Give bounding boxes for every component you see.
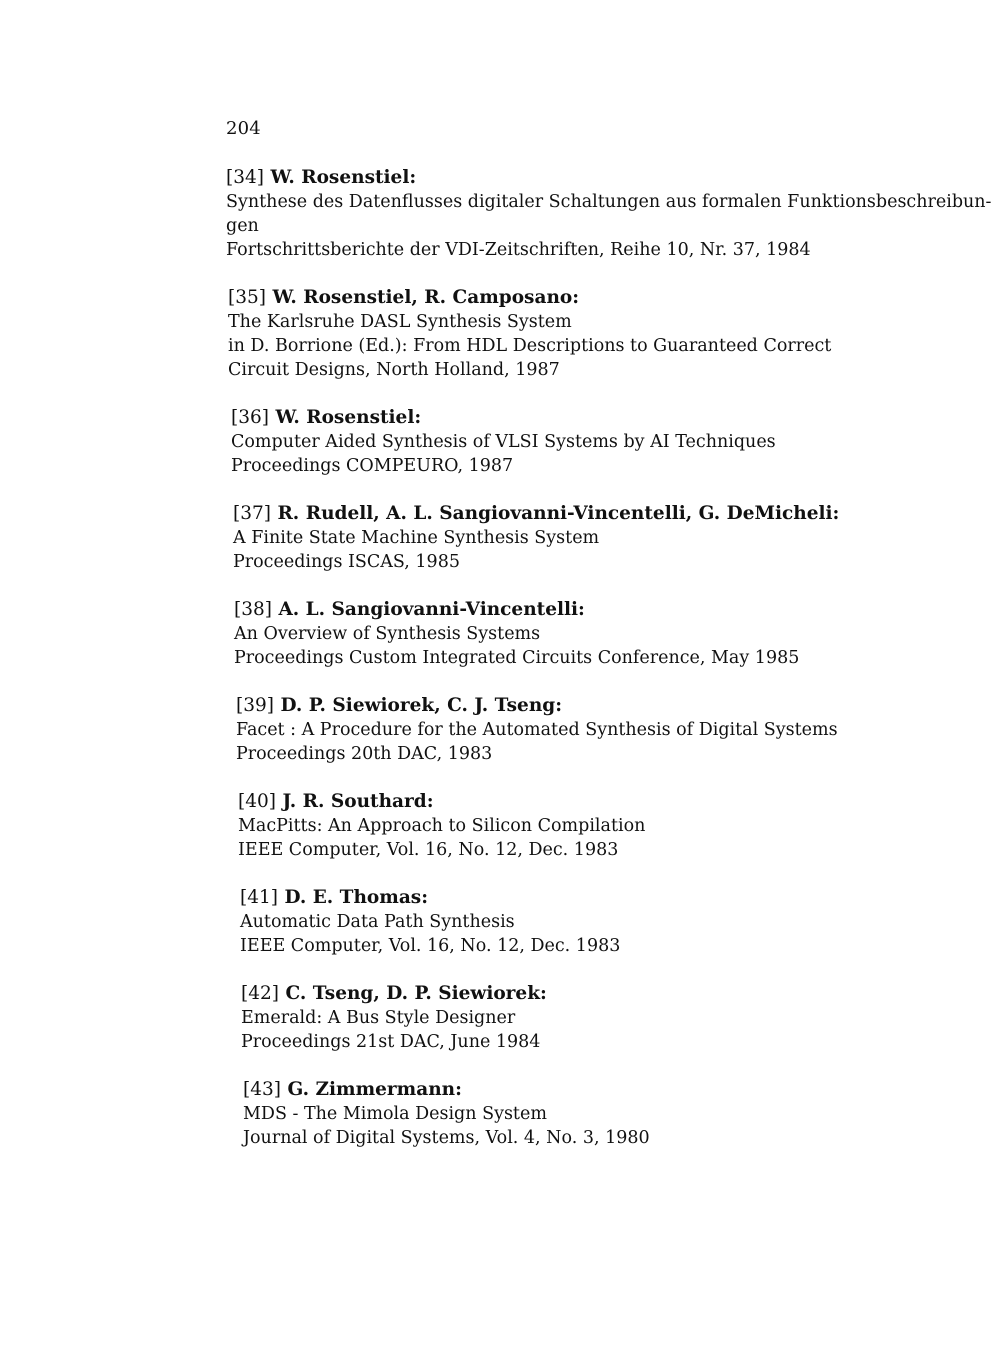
reference-line: IEEE Computer, Vol. 16, No. 12, Dec. 1983 bbox=[240, 936, 621, 956]
reference-line: An Overview of Synthesis Systems bbox=[234, 624, 541, 644]
reference-authors: R. Rudell, A. L. Sangiovanni-Vincentelli, G. DeMicheli: bbox=[277, 503, 840, 524]
reference-item bbox=[236, 694, 966, 766]
reference-number: [39] bbox=[236, 695, 274, 716]
reference-heading bbox=[243, 1078, 966, 1102]
reference-authors: W. Rosenstiel: bbox=[270, 167, 417, 188]
reference-line: Synthese des Datenflusses digitaler Schaltungen aus formalen Funktionsbeschreibun- bbox=[226, 192, 992, 212]
reference-line: Proceedings COMPEURO, 1987 bbox=[231, 456, 514, 476]
reference-line: Proceedings 21st DAC, June 1984 bbox=[241, 1032, 541, 1052]
reference-line: IEEE Computer, Vol. 16, No. 12, Dec. 1983 bbox=[238, 840, 619, 860]
reference-line: Facet : A Procedure for the Automated Synthesis of Digital Systems bbox=[236, 720, 838, 740]
reference-line: MDS - The Mimola Design System bbox=[243, 1104, 547, 1124]
reference-item bbox=[231, 406, 966, 478]
reference-line: Proceedings Custom Integrated Circuits Conference, May 1985 bbox=[234, 648, 800, 668]
reference-line: The Karlsruhe DASL Synthesis System bbox=[228, 312, 572, 332]
reference-heading bbox=[238, 790, 966, 814]
reference-number: [37] bbox=[233, 503, 271, 524]
reference-authors: G. Zimmermann: bbox=[287, 1079, 462, 1100]
reference-authors: D. E. Thomas: bbox=[284, 887, 429, 908]
reference-line: in D. Borrione (Ed.): From HDL Descriptions to Guaranteed Correct bbox=[228, 336, 832, 356]
reference-item bbox=[234, 598, 966, 670]
reference-authors: D. P. Siewiorek, C. J. Tseng: bbox=[280, 695, 563, 716]
reference-number: [35] bbox=[228, 287, 266, 308]
reference-line: Proceedings ISCAS, 1985 bbox=[233, 552, 460, 572]
reference-number: [42] bbox=[241, 983, 279, 1004]
reference-line: MacPitts: An Approach to Silicon Compilation bbox=[238, 816, 646, 836]
reference-authors: J. R. Southard: bbox=[282, 791, 434, 812]
reference-number: [34] bbox=[226, 167, 264, 188]
reference-item bbox=[241, 982, 966, 1054]
reference-line: Circuit Designs, North Holland, 1987 bbox=[228, 360, 560, 380]
reference-number: [36] bbox=[231, 407, 269, 428]
reference-item bbox=[240, 886, 966, 958]
reference-line: Journal of Digital Systems, Vol. 4, No. 3, 1980 bbox=[243, 1128, 650, 1148]
reference-heading bbox=[233, 502, 966, 526]
reference-authors: A. L. Sangiovanni-Vincentelli: bbox=[278, 599, 585, 620]
page-number: 204 bbox=[226, 118, 261, 139]
reference-number: [43] bbox=[243, 1079, 281, 1100]
reference-line: Computer Aided Synthesis of VLSI Systems by AI Techniques bbox=[231, 432, 776, 452]
reference-line: A Finite State Machine Synthesis System bbox=[233, 528, 600, 548]
reference-list bbox=[226, 166, 992, 1174]
reference-authors: W. Rosenstiel: bbox=[275, 407, 422, 428]
reference-heading bbox=[228, 286, 966, 310]
reference-item bbox=[228, 286, 966, 382]
reference-number: [40] bbox=[238, 791, 276, 812]
reference-heading bbox=[234, 598, 966, 622]
reference-line: Fortschrittsberichte der VDI-Zeitschriften, Reihe 10, Nr. 37, 1984 bbox=[226, 240, 811, 260]
reference-item bbox=[226, 166, 992, 262]
reference-authors: C. Tseng, D. P. Siewiorek: bbox=[285, 983, 547, 1004]
reference-item bbox=[238, 790, 966, 862]
reference-authors: W. Rosenstiel, R. Camposano: bbox=[272, 287, 580, 308]
reference-line: Emerald: A Bus Style Designer bbox=[241, 1008, 516, 1028]
reference-heading bbox=[236, 694, 966, 718]
reference-line: gen bbox=[226, 216, 259, 236]
reference-number: [38] bbox=[234, 599, 272, 620]
reference-line: Proceedings 20th DAC, 1983 bbox=[236, 744, 493, 764]
reference-heading bbox=[226, 166, 966, 190]
reference-heading bbox=[231, 406, 966, 430]
reference-item bbox=[243, 1078, 966, 1150]
reference-line: Automatic Data Path Synthesis bbox=[240, 912, 515, 932]
reference-number: [41] bbox=[240, 887, 278, 908]
reference-heading bbox=[240, 886, 966, 910]
reference-heading bbox=[241, 982, 966, 1006]
reference-item bbox=[233, 502, 966, 574]
